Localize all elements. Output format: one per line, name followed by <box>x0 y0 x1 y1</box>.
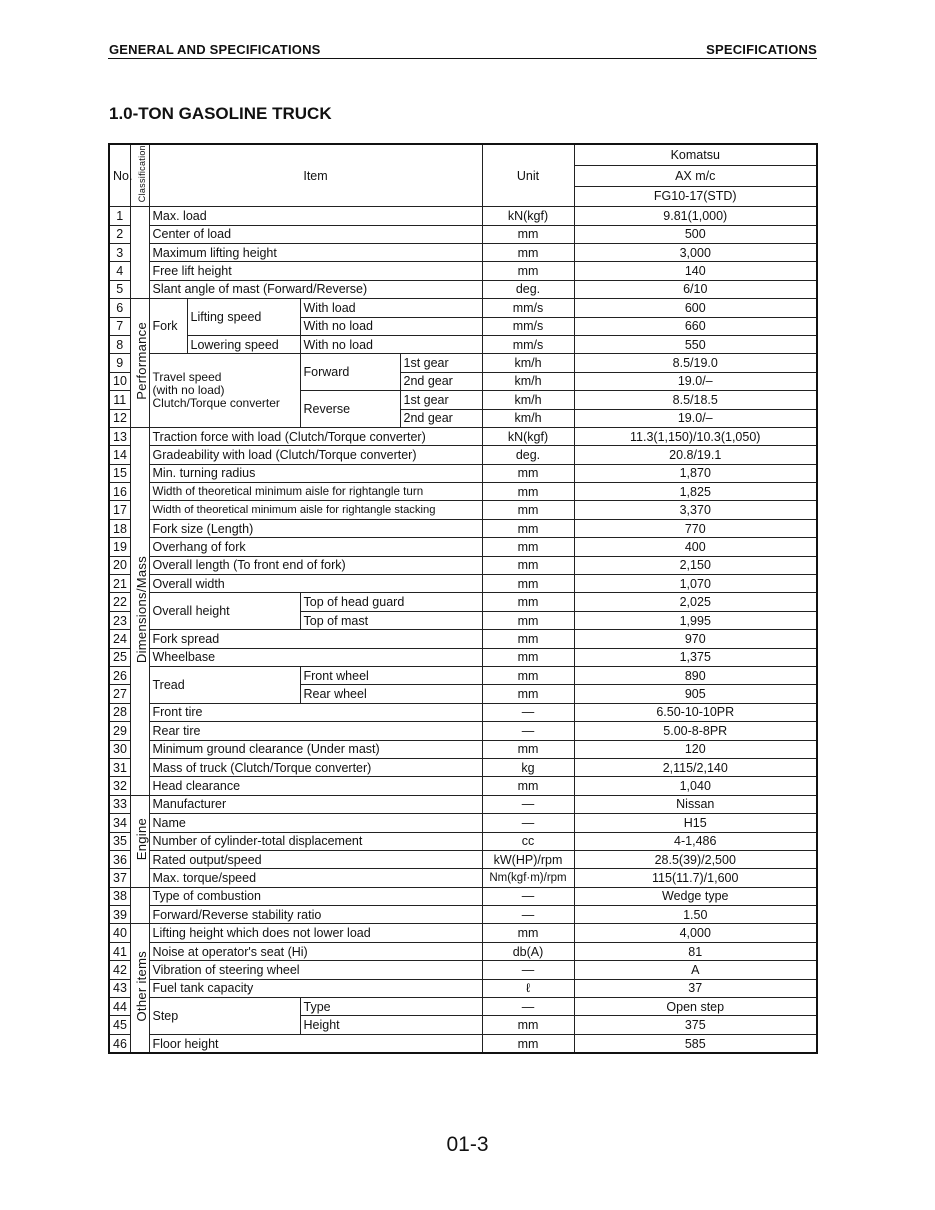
unit-cell: mm <box>482 630 574 648</box>
table-row <box>109 703 817 721</box>
unit-cell: mm/s <box>482 299 574 317</box>
table-row <box>109 832 817 850</box>
table-row <box>109 906 817 924</box>
unit-cell: mm <box>482 777 574 795</box>
sub-top-head-guard: Top of head guard <box>300 593 482 611</box>
sub-gear-2: 2nd gear <box>400 409 482 427</box>
row-number: 27 <box>109 685 130 703</box>
value-cell: 770 <box>574 519 817 537</box>
row-number: 46 <box>109 1034 130 1053</box>
table-row <box>109 777 817 795</box>
value-cell: 1,070 <box>574 575 817 593</box>
sub-gear-1: 1st gear <box>400 354 482 372</box>
unit-cell: mm <box>482 225 574 243</box>
unit-cell: kN(kgf) <box>482 207 574 225</box>
row-number: 18 <box>109 519 130 537</box>
group-engine <box>130 795 149 887</box>
row-number: 5 <box>109 280 130 298</box>
value-cell: 2,150 <box>574 556 817 574</box>
unit-cell: mm <box>482 575 574 593</box>
unit-cell: mm/s <box>482 317 574 335</box>
row-number: 20 <box>109 556 130 574</box>
unit-cell: km/h <box>482 391 574 409</box>
row-number: 16 <box>109 483 130 501</box>
sub-tread: Tread <box>149 667 300 704</box>
table-row <box>109 740 817 758</box>
row-number: 31 <box>109 758 130 776</box>
row-number: 8 <box>109 335 130 353</box>
value-cell: 550 <box>574 335 817 353</box>
unit-cell: mm <box>482 538 574 556</box>
item-name: Overall length (To front end of fork) <box>149 556 482 574</box>
item-name: Rear tire <box>149 722 482 740</box>
value-cell: Wedge type <box>574 887 817 905</box>
row-number: 45 <box>109 1016 130 1034</box>
value-cell: 11.3(1,150)/10.3(1,050) <box>574 427 817 445</box>
table-row <box>109 887 817 905</box>
value-cell: 2,025 <box>574 593 817 611</box>
unit-cell: mm/s <box>482 335 574 353</box>
item-name: Center of load <box>149 225 482 243</box>
table-row <box>109 519 817 537</box>
value-cell: 1.50 <box>574 906 817 924</box>
row-number: 25 <box>109 648 130 666</box>
row-number: 21 <box>109 575 130 593</box>
table-row <box>109 814 817 832</box>
value-cell: 600 <box>574 299 817 317</box>
row-number: 42 <box>109 961 130 979</box>
value-cell: 4-1,486 <box>574 832 817 850</box>
item-name: Slant angle of mast (Forward/Reverse) <box>149 280 482 298</box>
row-number: 1 <box>109 207 130 225</box>
item-name: Minimum ground clearance (Under mast) <box>149 740 482 758</box>
sub-height: Height <box>300 1016 482 1034</box>
row-number: 36 <box>109 850 130 868</box>
item-name: Lifting height which does not lower load <box>149 924 482 942</box>
item-name: Max. torque/speed <box>149 869 482 887</box>
table-row <box>109 483 817 501</box>
unit-cell: mm <box>482 1016 574 1034</box>
header-divider <box>108 58 817 59</box>
row-number: 22 <box>109 593 130 611</box>
item-name: Free lift height <box>149 262 482 280</box>
value-cell: 585 <box>574 1034 817 1053</box>
unit-cell: mm <box>482 667 574 685</box>
item-name: Overhang of fork <box>149 538 482 556</box>
row-number: 15 <box>109 464 130 482</box>
item-name: Width of theoretical minimum aisle for rightangle stacking <box>149 501 482 519</box>
value-cell: 6/10 <box>574 280 817 298</box>
unit-cell: mm <box>482 685 574 703</box>
section-header: GENERAL AND SPECIFICATIONS <box>109 42 321 57</box>
value-cell: 115(11.7)/1,600 <box>574 869 817 887</box>
item-name: Overall width <box>149 575 482 593</box>
value-cell: 4,000 <box>574 924 817 942</box>
table-row <box>109 1034 817 1053</box>
row-number: 14 <box>109 446 130 464</box>
unit-cell: — <box>482 998 574 1016</box>
item-name: Gradeability with load (Clutch/Torque converter) <box>149 446 482 464</box>
value-cell: 19.0/– <box>574 409 817 427</box>
sub-rear-wheel: Rear wheel <box>300 685 482 703</box>
value-cell: 120 <box>574 740 817 758</box>
table-row <box>109 207 817 225</box>
sub-gear-1: 1st gear <box>400 391 482 409</box>
row-number: 23 <box>109 611 130 629</box>
item-name: Front tire <box>149 703 482 721</box>
col-unit-header: Unit <box>482 144 574 207</box>
value-cell: 1,870 <box>574 464 817 482</box>
row-number: 28 <box>109 703 130 721</box>
col-no-header: No. <box>109 144 130 207</box>
table-row <box>109 648 817 666</box>
item-name: Head clearance <box>149 777 482 795</box>
unit-cell: — <box>482 814 574 832</box>
sub-type: Type <box>300 998 482 1016</box>
sub-top-mast: Top of mast <box>300 611 482 629</box>
unit-cell: ℓ <box>482 979 574 997</box>
table-row <box>109 979 817 997</box>
row-number: 6 <box>109 299 130 317</box>
item-name: Min. turning radius <box>149 464 482 482</box>
model-group-header: AX m/c <box>574 165 817 186</box>
group-dimensions-text: Dimensions/Mass <box>133 555 149 663</box>
row-number: 13 <box>109 427 130 445</box>
row-number: 41 <box>109 942 130 960</box>
value-cell: 5.00-8-8PR <box>574 722 817 740</box>
table-row <box>109 667 817 685</box>
table-row <box>109 924 817 942</box>
unit-cell: mm <box>482 519 574 537</box>
table-row <box>109 556 817 574</box>
unit-cell: mm <box>482 648 574 666</box>
table-row <box>109 998 817 1016</box>
unit-cell: — <box>482 703 574 721</box>
value-cell: 660 <box>574 317 817 335</box>
group-blank <box>130 887 149 924</box>
table-row <box>109 144 817 165</box>
row-number: 29 <box>109 722 130 740</box>
group-blank <box>130 207 149 299</box>
item-name: Width of theoretical minimum aisle for rightangle turn <box>149 483 482 501</box>
group-dimensions <box>130 427 149 795</box>
row-number: 39 <box>109 906 130 924</box>
group-engine-text: Engine <box>133 818 149 861</box>
unit-cell: mm <box>482 924 574 942</box>
item-name: Fuel tank capacity <box>149 979 482 997</box>
row-number: 37 <box>109 869 130 887</box>
value-cell: 375 <box>574 1016 817 1034</box>
group-performance-text: Performance <box>133 322 149 400</box>
row-number: 10 <box>109 372 130 390</box>
table-row <box>109 299 817 317</box>
sub-fork: Fork <box>149 299 187 354</box>
unit-cell: deg. <box>482 446 574 464</box>
unit-cell: kg <box>482 758 574 776</box>
row-number: 32 <box>109 777 130 795</box>
value-cell: 890 <box>574 667 817 685</box>
table-row <box>109 280 817 298</box>
item-name: Fork size (Length) <box>149 519 482 537</box>
row-number: 33 <box>109 795 130 813</box>
value-cell: 19.0/– <box>574 372 817 390</box>
table-row <box>109 942 817 960</box>
table-row <box>109 538 817 556</box>
col-item-header: Item <box>149 144 482 207</box>
item-name: Wheelbase <box>149 648 482 666</box>
row-number: 35 <box>109 832 130 850</box>
unit-cell: km/h <box>482 372 574 390</box>
table-row <box>109 501 817 519</box>
table-row <box>109 869 817 887</box>
row-number: 24 <box>109 630 130 648</box>
row-number: 44 <box>109 998 130 1016</box>
table-row <box>109 335 817 353</box>
item-name: Noise at operator's seat (Hi) <box>149 942 482 960</box>
unit-cell: km/h <box>482 409 574 427</box>
row-number: 12 <box>109 409 130 427</box>
sub-with-no-load: With no load <box>300 335 482 353</box>
row-number: 19 <box>109 538 130 556</box>
sub-overall-height: Overall height <box>149 593 300 630</box>
sub-reverse: Reverse <box>300 391 400 428</box>
spec-table <box>108 143 818 1054</box>
value-cell: 3,370 <box>574 501 817 519</box>
unit-cell: mm <box>482 740 574 758</box>
row-number: 38 <box>109 887 130 905</box>
table-row <box>109 244 817 262</box>
value-cell: 500 <box>574 225 817 243</box>
table-row <box>109 354 817 372</box>
sub-step: Step <box>149 998 300 1035</box>
sub-with-load: With load <box>300 299 482 317</box>
row-number: 7 <box>109 317 130 335</box>
group-other <box>130 924 149 1053</box>
sub-front-wheel: Front wheel <box>300 667 482 685</box>
col-classification-header-text: Classification <box>136 145 147 203</box>
sub-lowering-speed: Lowering speed <box>187 335 300 353</box>
unit-cell: db(A) <box>482 942 574 960</box>
item-name: Max. load <box>149 207 482 225</box>
unit-cell: kW(HP)/rpm <box>482 850 574 868</box>
item-name: Fork spread <box>149 630 482 648</box>
row-number: 3 <box>109 244 130 262</box>
value-cell: 6.50-10-10PR <box>574 703 817 721</box>
table-row <box>109 575 817 593</box>
item-name: Mass of truck (Clutch/Torque converter) <box>149 758 482 776</box>
value-cell: 20.8/19.1 <box>574 446 817 464</box>
value-cell: 8.5/19.0 <box>574 354 817 372</box>
table-row <box>109 427 817 445</box>
unit-cell: km/h <box>482 354 574 372</box>
table-row <box>109 722 817 740</box>
value-cell: 2,115/2,140 <box>574 758 817 776</box>
item-name: Traction force with load (Clutch/Torque converter) <box>149 427 482 445</box>
unit-cell: mm <box>482 1034 574 1053</box>
value-cell: 37 <box>574 979 817 997</box>
item-name: Floor height <box>149 1034 482 1053</box>
item-name: Type of combustion <box>149 887 482 905</box>
sub-gear-2: 2nd gear <box>400 372 482 390</box>
unit-cell: mm <box>482 483 574 501</box>
item-name: Manufacturer <box>149 795 482 813</box>
sub-forward: Forward <box>300 354 400 391</box>
table-row <box>109 758 817 776</box>
item-name: Vibration of steering wheel <box>149 961 482 979</box>
table-row <box>109 630 817 648</box>
item-name: Number of cylinder-total displacement <box>149 832 482 850</box>
sub-travel-speed: Travel speed (with no load) Clutch/Torque converter <box>149 354 300 428</box>
value-cell: 3,000 <box>574 244 817 262</box>
item-name: Rated output/speed <box>149 850 482 868</box>
unit-cell: mm <box>482 244 574 262</box>
row-number: 40 <box>109 924 130 942</box>
model-header: FG10-17(STD) <box>574 186 817 207</box>
row-number: 9 <box>109 354 130 372</box>
table-row <box>109 850 817 868</box>
unit-cell: — <box>482 887 574 905</box>
value-cell: Open step <box>574 998 817 1016</box>
row-number: 2 <box>109 225 130 243</box>
maker-header: Komatsu <box>574 144 817 165</box>
row-number: 11 <box>109 391 130 409</box>
page-number: 01-3 <box>446 1133 489 1156</box>
table-row <box>109 961 817 979</box>
row-number: 4 <box>109 262 130 280</box>
item-name: Maximum lifting height <box>149 244 482 262</box>
row-number: 30 <box>109 740 130 758</box>
unit-cell: Nm(kgf·m)/rpm <box>482 869 574 887</box>
unit-cell: — <box>482 795 574 813</box>
value-cell: 8.5/18.5 <box>574 391 817 409</box>
chapter-header: SPECIFICATIONS <box>706 42 817 57</box>
value-cell: 1,375 <box>574 648 817 666</box>
unit-cell: deg. <box>482 280 574 298</box>
unit-cell: mm <box>482 501 574 519</box>
unit-cell: mm <box>482 262 574 280</box>
table-row <box>109 262 817 280</box>
row-number: 17 <box>109 501 130 519</box>
value-cell: A <box>574 961 817 979</box>
group-performance <box>130 299 149 428</box>
value-cell: 400 <box>574 538 817 556</box>
item-name: Name <box>149 814 482 832</box>
unit-cell: mm <box>482 593 574 611</box>
value-cell: 905 <box>574 685 817 703</box>
value-cell: 1,825 <box>574 483 817 501</box>
value-cell: 140 <box>574 262 817 280</box>
value-cell: 1,995 <box>574 611 817 629</box>
page-title: 1.0-TON GASOLINE TRUCK <box>109 104 332 123</box>
table-row <box>109 225 817 243</box>
table-row <box>109 446 817 464</box>
value-cell: 81 <box>574 942 817 960</box>
table-row <box>109 795 817 813</box>
table-row <box>109 593 817 611</box>
item-name: Forward/Reverse stability ratio <box>149 906 482 924</box>
sub-lifting-speed: Lifting speed <box>187 299 300 336</box>
col-classification-header <box>130 144 149 207</box>
value-cell: 970 <box>574 630 817 648</box>
value-cell: 1,040 <box>574 777 817 795</box>
value-cell: H15 <box>574 814 817 832</box>
row-number: 26 <box>109 667 130 685</box>
value-cell: Nissan <box>574 795 817 813</box>
unit-cell: mm <box>482 556 574 574</box>
row-number: 43 <box>109 979 130 997</box>
unit-cell: — <box>482 961 574 979</box>
unit-cell: — <box>482 722 574 740</box>
unit-cell: cc <box>482 832 574 850</box>
unit-cell: mm <box>482 611 574 629</box>
unit-cell: — <box>482 906 574 924</box>
unit-cell: mm <box>482 464 574 482</box>
unit-cell: kN(kgf) <box>482 427 574 445</box>
sub-with-no-load: With no load <box>300 317 482 335</box>
value-cell: 28.5(39)/2,500 <box>574 850 817 868</box>
group-other-text: Other items <box>133 951 149 1022</box>
row-number: 34 <box>109 814 130 832</box>
table-row <box>109 464 817 482</box>
value-cell: 9.81(1,000) <box>574 207 817 225</box>
